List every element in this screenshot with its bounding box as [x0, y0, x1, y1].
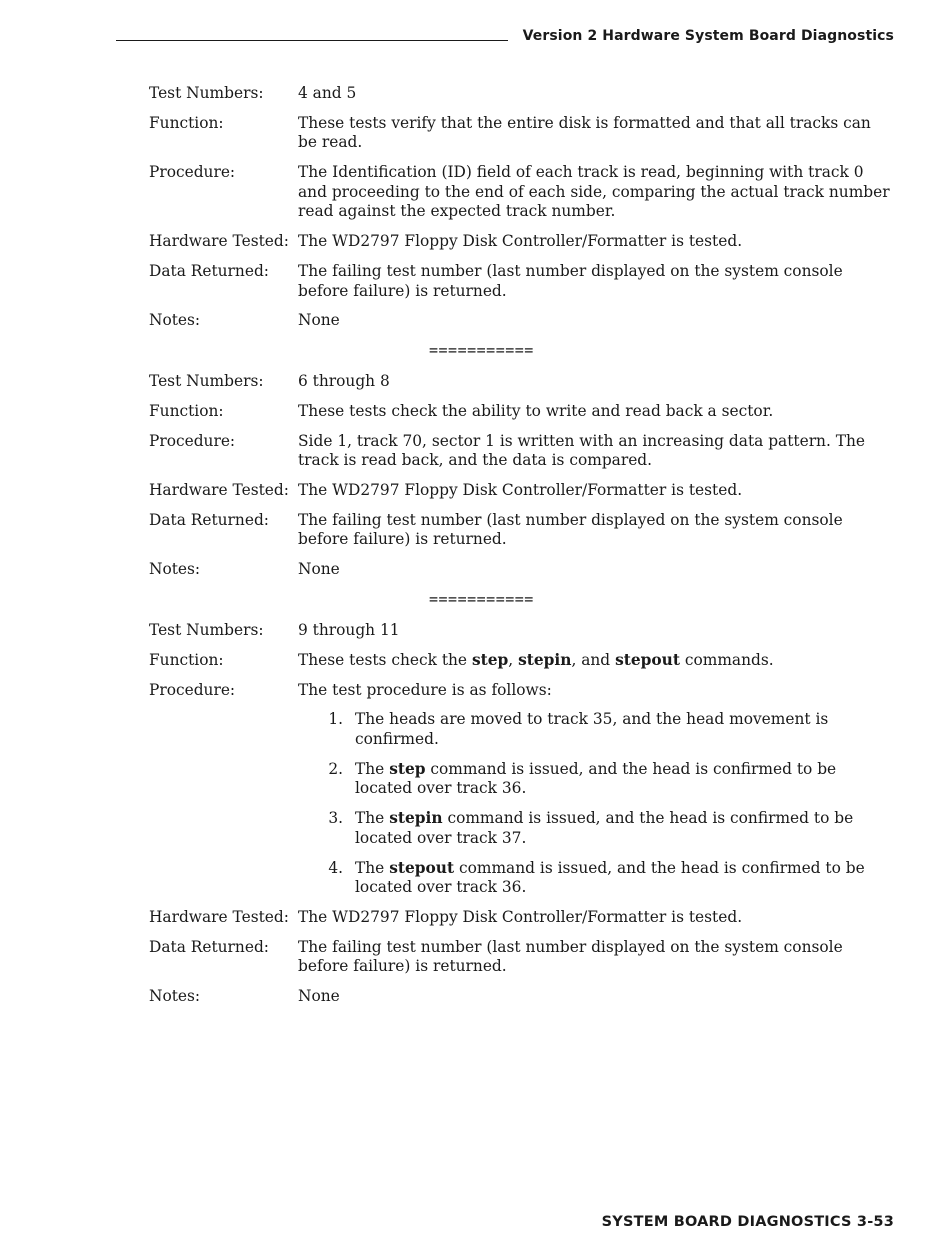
step-command: stepin [389, 809, 443, 828]
procedure-value [298, 681, 894, 898]
hardware-tested-label: Hardware Tested: [149, 907, 289, 926]
hardware-tested-row [149, 232, 894, 252]
notes-label: Notes: [149, 987, 201, 1006]
data-returned-label: Data Returned: [149, 510, 269, 529]
hardware-tested-label: Hardware Tested: [149, 232, 289, 251]
notes-label: Notes: [149, 311, 201, 330]
step-number: 4. [328, 858, 343, 877]
step-text-pre: The [355, 809, 390, 828]
step-text-pre: The [355, 858, 390, 877]
function-value: These tests verify that the entire disk is formatted and that all tracks can be read. [298, 113, 871, 152]
function-text-pre: These tests check the [298, 650, 472, 669]
notes-value: None [298, 560, 340, 579]
step-command: stepout [389, 858, 455, 877]
procedure-step [298, 809, 894, 848]
procedure-steps [298, 710, 894, 897]
procedure-step [298, 760, 894, 799]
procedure-label: Procedure: [149, 680, 236, 699]
step-number: 1. [328, 710, 343, 729]
function-row [149, 114, 894, 153]
data-returned-label: Data Returned: [149, 937, 269, 956]
hardware-tested-value: The WD2797 Floppy Disk Controller/Formatter is tested. [298, 907, 743, 926]
test-numbers-value: 6 through 8 [298, 372, 390, 391]
notes-label: Notes: [149, 560, 201, 579]
test-numbers-value: 9 through 11 [298, 621, 400, 640]
data-returned-value: The failing test number (last number displayed on the system console before failure) is returned. [298, 510, 843, 549]
notes-row [149, 311, 894, 331]
section-separator: =========== [429, 590, 534, 609]
hardware-tested-row [149, 481, 894, 501]
step-number: 3. [328, 809, 343, 828]
step-text-pre: The [355, 759, 390, 778]
function-label: Function: [149, 113, 224, 132]
test-numbers-value: 4 and 5 [298, 84, 357, 102]
function-label: Function: [149, 650, 224, 669]
notes-value: None [298, 987, 340, 1006]
test-numbers-label: Test Numbers: [149, 84, 264, 102]
hardware-tested-value: The WD2797 Floppy Disk Controller/Formatter is tested. [298, 481, 743, 500]
data-returned-row [149, 511, 894, 550]
test-numbers-row [149, 621, 894, 641]
command-stepout: stepout [615, 650, 680, 669]
procedure-label: Procedure: [149, 431, 236, 450]
step-command: step [389, 759, 426, 778]
procedure-value: Side 1, track 70, sector 1 is written with an increasing data pattern. The track is read back, and the data is compared. [298, 431, 866, 470]
data-returned-label: Data Returned: [149, 261, 269, 280]
procedure-intro: The test procedure is as follows: [298, 680, 552, 699]
test-numbers-row [149, 372, 894, 392]
hardware-tested-row [149, 908, 894, 928]
notes-row [149, 987, 894, 1007]
test-numbers-label: Test Numbers: [149, 372, 264, 391]
step-text [355, 710, 894, 749]
function-text-sep2: , and [571, 650, 616, 669]
command-stepin: stepin [518, 650, 572, 669]
function-text-post: commands. [679, 650, 774, 669]
running-header [116, 28, 894, 50]
function-label: Function: [149, 401, 224, 420]
step-text-pre: The heads are moved to track 35, and the head movement is confirmed. [355, 710, 829, 749]
test-section-4-5 [149, 84, 894, 331]
procedure-label: Procedure: [149, 163, 236, 182]
data-returned-row [149, 262, 894, 301]
page-footer: SYSTEM BOARD DIAGNOSTICS 3-53 [601, 1214, 894, 1230]
notes-value: None [298, 311, 340, 330]
procedure-value: The Identification (ID) field of each track is read, beginning with track 0 and proceeding to the end of each side, comparing the actual track number read against the expected track number. [298, 163, 890, 221]
procedure-row [149, 681, 894, 898]
test-section-9-11 [149, 621, 894, 1007]
function-value [298, 651, 894, 671]
procedure-row [149, 432, 894, 471]
data-returned-value: The failing test number (last number displayed on the system console before failure) is returned. [298, 937, 843, 976]
step-text-post: command is issued, and the head is confirmed to be located over track 36. [355, 858, 865, 897]
step-text-post: command is issued, and the head is confirmed to be located over track 37. [355, 809, 854, 847]
section-separator: =========== [429, 341, 534, 360]
function-row [149, 402, 894, 422]
function-value: These tests check the ability to write and read back a sector. [298, 401, 774, 420]
procedure-step [298, 710, 894, 749]
procedure-step [298, 859, 894, 898]
notes-row [149, 560, 894, 580]
command-step: step [471, 650, 509, 669]
function-row [149, 651, 894, 671]
step-number: 2. [328, 759, 343, 778]
header-title: Version 2 Hardware System Board Diagnostics [522, 28, 894, 44]
procedure-row [149, 163, 894, 222]
step-text [355, 859, 894, 898]
function-text-sep1: , [508, 650, 519, 669]
header-rule [116, 40, 508, 41]
test-numbers-row [149, 84, 894, 104]
step-text [355, 809, 894, 848]
test-section-6-8 [149, 372, 894, 580]
step-text [355, 760, 894, 799]
test-numbers-label: Test Numbers: [149, 621, 264, 640]
data-returned-value: The failing test number (last number displayed on the system console before failure) is returned. [298, 261, 843, 300]
data-returned-row [149, 938, 894, 977]
step-text-post: command is issued, and the head is confirmed to be located over track 36. [355, 759, 837, 798]
hardware-tested-label: Hardware Tested: [149, 481, 289, 500]
hardware-tested-value: The WD2797 Floppy Disk Controller/Formatter is tested. [298, 232, 743, 251]
page-content [149, 84, 894, 1017]
